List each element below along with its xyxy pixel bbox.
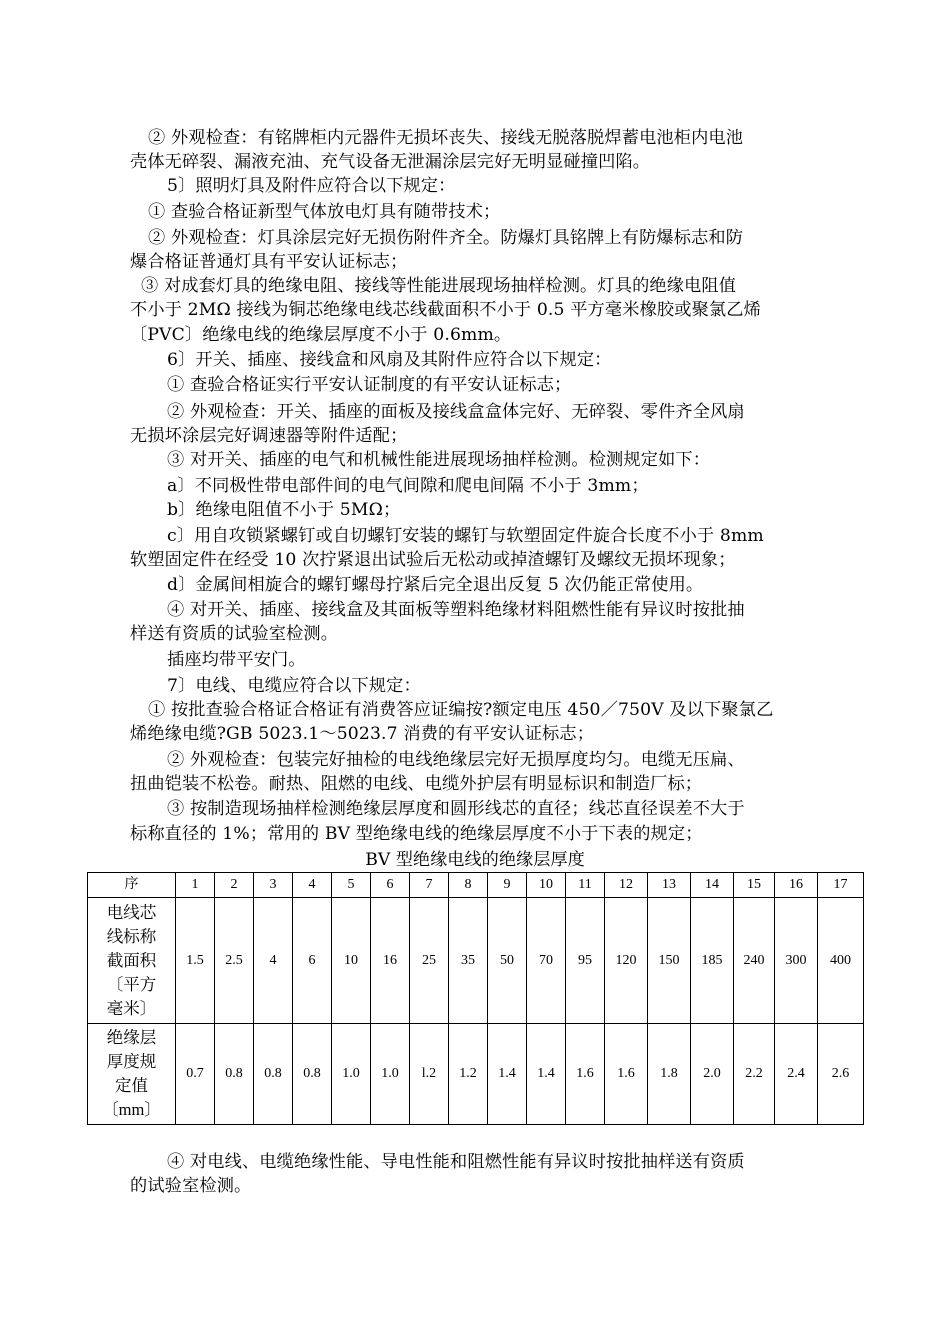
column-number-cell: 8: [449, 873, 488, 898]
column-number-cell: 14: [691, 873, 734, 898]
column-number-cell: 6: [371, 873, 410, 898]
cross-section-value-cell: 1.5: [176, 898, 215, 1024]
thickness-value-cell: 1.2: [449, 1024, 488, 1125]
paragraph-line: ① 查验合格证新型气体放电灯具有随带技术；: [148, 202, 501, 222]
cross-section-value-cell: 35: [449, 898, 488, 1024]
label-line: 定值: [115, 1076, 148, 1095]
cross-section-value-cell: 300: [775, 898, 818, 1024]
paragraph-line: 扭曲铠装不松卷。耐热、阻燃的电线、电缆外护层有明显标识和制造厂标；: [130, 774, 703, 794]
paragraph-line: 无损坏涂层完好调速器等附件适配；: [130, 426, 408, 446]
table-header-row: [88, 873, 864, 898]
cross-section-value-cell: 4: [254, 898, 293, 1024]
paragraph-line: 的试验室检测。: [130, 1176, 252, 1196]
column-number-cell: 4: [293, 873, 332, 898]
column-number-cell: 1: [176, 873, 215, 898]
paragraph-line: 〔PVC〕绝缘电线的绝缘层厚度不小于 0.6mm。: [130, 325, 512, 345]
label-line: 绝缘层: [106, 1028, 157, 1047]
insulation-thickness-table: [87, 872, 864, 1125]
label-line: 〔mm〕: [102, 1100, 161, 1119]
label-line: 电线芯: [106, 902, 157, 922]
paragraph-line: 6〕开关、插座、接线盒和风扇及其附件应符合以下规定：: [167, 350, 612, 370]
thickness-value-cell: l.2: [410, 1024, 449, 1125]
cross-section-value-cell: 16: [371, 898, 410, 1024]
paragraph-line: ③ 对开关、插座的电气和机械性能进展现场抽样检测。检测规定如下：: [167, 450, 711, 470]
cross-section-value-cell: 185: [691, 898, 734, 1024]
header-label-cell: 序: [88, 873, 176, 898]
column-number-cell: 15: [734, 873, 775, 898]
cross-section-value-cell: 95: [566, 898, 605, 1024]
column-number-cell: 10: [527, 873, 566, 898]
paragraph-line: 软塑固定件在经受 10 次拧紧退出试验后无松动或掉渣螺钉及螺纹无损坏现象；: [130, 550, 736, 570]
column-number-cell: 2: [215, 873, 254, 898]
cross-section-value-cell: 150: [648, 898, 691, 1024]
table-title: BV 型绝缘电线的绝缘层厚度: [365, 850, 585, 870]
paragraph-line: ① 按批查验合格证合格证有消费答应证编按?额定电压 450／750V 及以下聚氯乙: [148, 700, 774, 720]
cross-section-row: [88, 898, 864, 1024]
thickness-value-cell: 1.6: [605, 1024, 648, 1125]
column-number-cell: 16: [775, 873, 818, 898]
thickness-value-cell: 2.0: [691, 1024, 734, 1125]
paragraph-line: 爆合格证普通灯具有平安认证标志；: [130, 252, 408, 272]
thickness-value-cell: 0.8: [293, 1024, 332, 1125]
paragraph-line: 样送有资质的试验室检测。: [130, 624, 339, 644]
paragraph-line: 5〕照明灯具及附件应符合以下规定：: [167, 176, 456, 196]
paragraph-line: ④ 对电线、电缆绝缘性能、导电性能和阻燃性能有异议时按批抽样送有资质: [167, 1152, 745, 1172]
paragraph-line: 7〕电线、电缆应符合以下规定：: [167, 676, 421, 696]
paragraph-line: ② 外观检查：开关、插座的面板及接线盒盒体完好、无碎裂、零件齐全风扇: [167, 402, 745, 422]
label-line: 线标称: [106, 926, 157, 946]
cross-section-value-cell: 6: [293, 898, 332, 1024]
column-number-cell: 13: [648, 873, 691, 898]
column-number-cell: 3: [254, 873, 293, 898]
cross-section-value-cell: 50: [488, 898, 527, 1024]
thickness-value-cell: 1.8: [648, 1024, 691, 1125]
thickness-value-cell: 2.4: [775, 1024, 818, 1125]
row-label-cross-section: [88, 898, 176, 1024]
paragraph-line: 壳体无碎裂、漏液充油、充气设备无泄漏涂层完好无明显碰撞凹陷。: [130, 152, 651, 172]
thickness-value-cell: 0.7: [176, 1024, 215, 1125]
thickness-value-cell: 0.8: [215, 1024, 254, 1125]
cross-section-value-cell: 240: [734, 898, 775, 1024]
column-number-cell: 9: [488, 873, 527, 898]
paragraph-line: ② 外观检查：有铭牌柜内元器件无损坏丧失、接线无脱落脱焊蓄电池柜内电池: [148, 128, 744, 148]
cross-section-value-cell: 25: [410, 898, 449, 1024]
thickness-value-cell: 1.4: [488, 1024, 527, 1125]
thickness-value-cell: 1.4: [527, 1024, 566, 1125]
paragraph-line: d〕金属间相旋合的螺钉螺母拧紧后完全退出反复 5 次仍能正常使用。: [167, 575, 704, 595]
column-number-cell: 7: [410, 873, 449, 898]
thickness-value-cell: 1.0: [371, 1024, 410, 1125]
column-number-cell: 11: [566, 873, 605, 898]
cross-section-value-cell: 70: [527, 898, 566, 1024]
column-number-cell: 5: [332, 873, 371, 898]
cross-section-value-cell: 400: [818, 898, 864, 1024]
thickness-value-cell: 1.6: [566, 1024, 605, 1125]
paragraph-line: a〕不同极性带电部件间的电气间隙和爬电间隔 不小于 3mm；: [167, 476, 649, 496]
paragraph-line: ② 外观检查：包装完好抽检的电线绝缘层完好无损厚度均匀。电缆无压扁、: [167, 750, 745, 770]
column-number-cell: 12: [605, 873, 648, 898]
paragraph-line: ③ 按制造现场抽样检测绝缘层厚度和圆形线芯的直径；线芯直径误差不大于: [167, 799, 745, 819]
label-line: 〔平方: [106, 974, 157, 994]
paragraph-line: ② 外观检查：灯具涂层完好无损伤附件齐全。防爆灯具铭牌上有防爆标志和防: [148, 228, 744, 248]
thickness-value-cell: 2.6: [818, 1024, 864, 1125]
thickness-row: [88, 1024, 864, 1125]
paragraph-line: b〕绝缘电阻值不小于 5MΩ；: [167, 500, 401, 520]
paragraph-line: ④ 对开关、插座、接线盒及其面板等塑料绝缘材料阻燃性能有异议时按批抽: [167, 600, 745, 620]
thickness-value-cell: 0.8: [254, 1024, 293, 1125]
column-number-cell: 17: [818, 873, 864, 898]
paragraph-line: 标称直径的 1%；常用的 BV 型绝缘电线的绝缘层厚度不小于下表的规定；: [130, 824, 703, 844]
paragraph-line: 插座均带平安门。: [167, 650, 306, 670]
cross-section-value-cell: 2.5: [215, 898, 254, 1024]
thickness-value-cell: 2.2: [734, 1024, 775, 1125]
label-line: 截面积: [106, 950, 157, 970]
paragraph-line: ③ 对成套灯具的绝缘电阻、接线等性能进展现场抽样检测。灯具的绝缘电阻值: [141, 276, 737, 296]
cross-section-value-cell: 120: [605, 898, 648, 1024]
paragraph-line: 烯绝缘电缆?GB 5023.1～5023.7 消费的有平安认证标志；: [130, 724, 595, 744]
paragraph-line: c〕用自攻锁紧螺钉或自切螺钉安装的螺钉与软塑固定件旋合长度不小于 8mm: [167, 526, 764, 546]
row-label-thickness: [88, 1024, 176, 1125]
thickness-value-cell: 1.0: [332, 1024, 371, 1125]
cross-section-value-cell: 10: [332, 898, 371, 1024]
label-line: 毫米〕: [106, 998, 157, 1018]
label-line: 厚度规: [106, 1052, 157, 1071]
paragraph-line: 不小于 2MΩ 接线为铜芯绝缘电线芯线截面积不小于 0.5 平方毫米橡胶或聚氯乙烯: [130, 300, 761, 320]
paragraph-line: ① 查验合格证实行平安认证制度的有平安认证标志；: [167, 375, 572, 395]
